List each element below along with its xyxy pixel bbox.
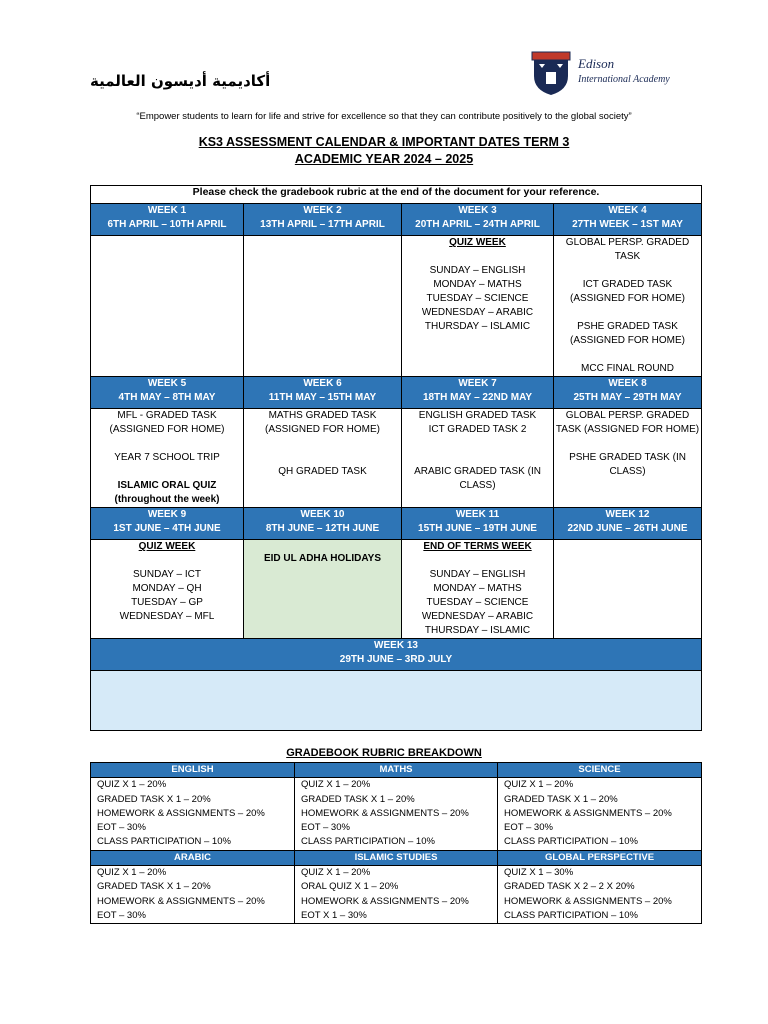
english-breakdown: QUIZ X 1 – 20% GRADED TASK X 1 – 20% HOMEWORK & ASSIGNMENTS – 20% EOT – 30% CLASS PARTICIPATION – 10% — [91, 778, 295, 850]
islamic-studies-breakdown: QUIZ X 1 – 20% ORAL QUIZ X 1 – 20% HOMEWORK & ASSIGNMENTS – 20% EOT X 1 – 30% — [295, 866, 498, 924]
logo-name: Edison — [578, 56, 615, 71]
logo-subtitle: International Academy — [578, 74, 670, 85]
week-header: WEEK 3 20TH APRIL – 24TH APRIL — [402, 204, 554, 236]
arabic-breakdown: QUIZ X 1 – 20% GRADED TASK X 1 – 20% HOMEWORK & ASSIGNMENTS – 20% EOT – 30% — [91, 866, 295, 924]
rubric-title: GRADEBOOK RUBRIC BREAKDOWN — [286, 747, 482, 759]
subject-header: GLOBAL PERSPECTIVE — [498, 850, 702, 865]
week-header: WEEK 1 6TH APRIL – 10TH APRIL — [91, 204, 244, 236]
week-4-events: GLOBAL PERSP. GRADED TASK ICT GRADED TASK (ASSIGNED FOR HOME) PSHE GRADED TASK (ASSIGNED FOR HOME) MCC FINAL ROUND — [554, 236, 702, 377]
rubric-note: Please check the gradebook rubric at the end of the document for your reference. — [91, 186, 702, 204]
week-header: WEEK 2 13TH APRIL – 17TH APRIL — [244, 204, 402, 236]
week-8-events: GLOBAL PERSP. GRADED TASK (ASSIGNED FOR HOME) PSHE GRADED TASK (IN CLASS) — [554, 409, 702, 508]
week-header: WEEK 4 27TH WEEK – 1ST MAY — [554, 204, 702, 236]
week-2-events — [244, 236, 402, 377]
school-motto: “Empower students to learn for life and strive for excellence so that they can contribute positively to the global society” — [136, 111, 632, 122]
week-11-events: END OF TERMS WEEK SUNDAY – ENGLISH MONDAY – MATHS TUESDAY – SCIENCE WEDNESDAY – ARABIC THURSDAY – ISLAMIC — [402, 540, 554, 639]
science-breakdown: QUIZ X 1 – 20% GRADED TASK X 1 – 20% HOMEWORK & ASSIGNMENTS – 20% EOT – 30% CLASS PARTICIPATION – 10% — [498, 778, 702, 850]
week-header: WEEK 10 8TH JUNE – 12TH JUNE — [244, 508, 402, 540]
global-perspective-breakdown: QUIZ X 1 – 30% GRADED TASK X 2 – 2 X 20% HOMEWORK & ASSIGNMENTS – 20% CLASS PARTICIPATION – 10% — [498, 866, 702, 924]
week-13-events — [91, 671, 702, 731]
maths-breakdown: QUIZ X 1 – 20% GRADED TASK X 1 – 20% HOMEWORK & ASSIGNMENTS – 20% EOT – 30% CLASS PARTICIPATION – 10% — [295, 778, 498, 850]
week-header: WEEK 11 15TH JUNE – 19TH JUNE — [402, 508, 554, 540]
week-header: WEEK 6 11TH MAY – 15TH MAY — [244, 377, 402, 409]
school-logo — [530, 50, 690, 98]
subject-header: SCIENCE — [498, 763, 702, 778]
week-9-events: QUIZ WEEK SUNDAY – ICT MONDAY – QH TUESDAY – GP WEDNESDAY – MFL — [91, 540, 244, 639]
assessment-calendar — [90, 185, 702, 731]
week-6-events: MATHS GRADED TASK (ASSIGNED FOR HOME) QH GRADED TASK — [244, 409, 402, 508]
week-header: WEEK 5 4TH MAY – 8TH MAY — [91, 377, 244, 409]
week-3-events: QUIZ WEEK SUNDAY – ENGLISH MONDAY – MATHS TUESDAY – SCIENCE WEDNESDAY – ARABIC THURSDAY – ISLAMIC — [402, 236, 554, 377]
academic-year: ACADEMIC YEAR 2024 – 2025 — [294, 152, 474, 166]
week-header: WEEK 12 22ND JUNE – 26TH JUNE — [554, 508, 702, 540]
week-10-events: EID UL ADHA HOLIDAYS — [244, 540, 402, 639]
school-name-arabic: أكاديمية أديسون العالمية — [90, 72, 271, 90]
week-5-events: MFL - GRADED TASK (ASSIGNED FOR HOME) YEAR 7 SCHOOL TRIP ISLAMIC ORAL QUIZ (throughout the week) — [91, 409, 244, 508]
subject-header: MATHS — [295, 763, 498, 778]
document-title: KS3 ASSESSMENT CALENDAR & IMPORTANT DATES TERM 3 — [198, 135, 570, 149]
week-1-events — [91, 236, 244, 377]
week-header: WEEK 13 29TH JUNE – 3RD JULY — [91, 639, 702, 671]
week-header: WEEK 9 1ST JUNE – 4TH JUNE — [91, 508, 244, 540]
week-12-events — [554, 540, 702, 639]
subject-header: ENGLISH — [91, 763, 295, 778]
week-7-events: ENGLISH GRADED TASK ICT GRADED TASK 2 ARABIC GRADED TASK (IN CLASS) — [402, 409, 554, 508]
subject-header: ISLAMIC STUDIES — [295, 850, 498, 865]
week-header: WEEK 8 25TH MAY – 29TH MAY — [554, 377, 702, 409]
subject-header: ARABIC — [91, 850, 295, 865]
crest-icon — [530, 50, 572, 96]
gradebook-rubric — [90, 762, 702, 924]
week-header: WEEK 7 18TH MAY – 22ND MAY — [402, 377, 554, 409]
